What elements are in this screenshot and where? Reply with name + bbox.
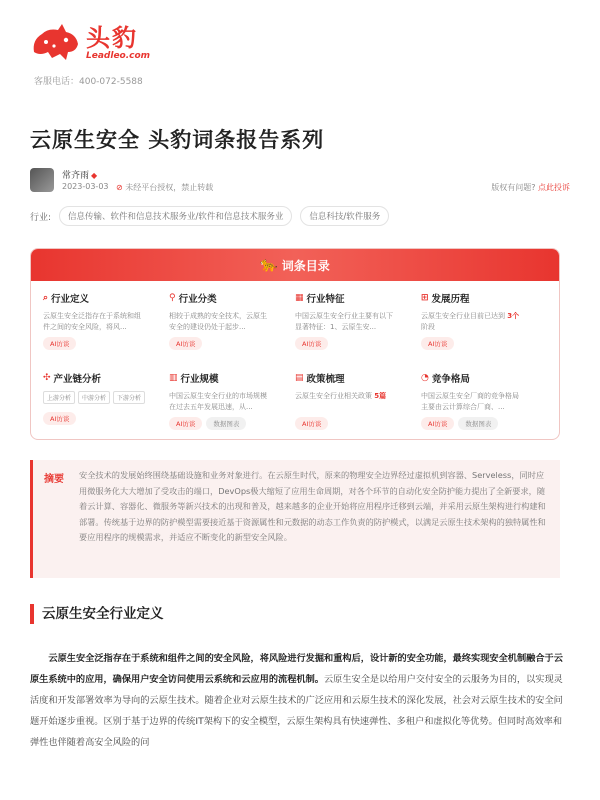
page-title: 云原生安全 头豹词条报告系列 <box>30 128 325 152</box>
industry-row <box>30 206 389 226</box>
toc-item-desc: 云原生安全泛指存在于系统和组件之间的安全风险，将风... <box>43 312 141 331</box>
publish-date: 2023-03-03 <box>62 182 109 191</box>
copyright-complaint: 版权有问题? 点此投诉 <box>491 183 570 192</box>
toc-item-policy[interactable] <box>295 371 421 440</box>
author-row <box>30 168 570 194</box>
section-body <box>30 648 570 753</box>
leopard-logo-icon <box>30 22 80 64</box>
toc-item-title: 行业分类 <box>178 294 217 305</box>
ai-interview-badge[interactable]: AI访谈 <box>421 417 454 430</box>
toc-item-title: 行业特征 <box>306 294 345 305</box>
toc-item-desc: 云原生安全行业相关政策 5篇 <box>295 392 387 400</box>
tree-icon: ⚲ <box>169 293 176 303</box>
ai-interview-badge[interactable]: AI访谈 <box>169 337 202 350</box>
toc-item-title: 产业链分析 <box>53 374 102 385</box>
logo-cn: 头豹 <box>86 24 138 52</box>
ai-interview-badge[interactable]: AI访谈 <box>421 337 454 350</box>
toc-item-scale[interactable] <box>169 371 295 440</box>
brand-logo <box>30 22 150 64</box>
midstream-tag[interactable]: 中游分析 <box>78 391 110 404</box>
toc-item-definition[interactable] <box>43 291 169 371</box>
toc-item-title: 行业定义 <box>51 294 90 305</box>
toc-item-desc: 中国云原生安全行业的市场规模在过去五年发展迅速，从... <box>169 392 267 411</box>
history-icon: ⊞ <box>421 293 429 303</box>
toc-item-title: 竞争格局 <box>431 374 470 385</box>
toc-item-desc: 相较于成熟的安全技术，云原生安全的建设仍处于起步... <box>169 312 267 331</box>
toc-item-title: 发展历程 <box>431 294 470 305</box>
verified-icon: ◆ <box>91 171 98 180</box>
toc-item-chain[interactable] <box>43 371 169 440</box>
chain-icon: ✣ <box>43 373 51 383</box>
ai-interview-badge[interactable]: AI访谈 <box>43 412 76 425</box>
avatar[interactable] <box>30 168 54 192</box>
section-title: 云原生安全行业定义 <box>30 604 164 624</box>
toc-item-competition[interactable] <box>421 371 547 440</box>
toc-item-desc: 云原生安全行业目前已达到 3个阶段 <box>421 312 520 331</box>
toc-heading: 词条目录 <box>281 258 330 273</box>
section-bold: 云原生安全泛指存在于系统和组件之间的安全风险，将风险进行发掘和重构后，设计新的安全功能，最终实现安全机制融合于云原生系统中的应用，确保用户安全访问使用云系统和云应用的流程机制。 <box>30 653 563 685</box>
logo-en: Leadleo.com <box>86 51 151 61</box>
abstract-box <box>30 460 560 578</box>
abstract-label: 摘要 <box>44 474 64 485</box>
data-chart-badge[interactable]: 数据图表 <box>206 417 246 430</box>
toc-item-history[interactable] <box>421 291 547 371</box>
abstract-text: 安全技术的发展始终围绕基础设施和业务对象进行。在云原生时代，原来的物理安全边界经过虚拟机到容器、Serveless，同时应用微服务化大大增加了受攻击的端口，DevOps极大缩短了应用生命周期，对各个环节的自动化安全防护能力提出了全新要求，随着云计算、容器化、微服务等新兴技术的出现和普及，越来越多的企业开始将应用程序迁移到云端，并采用云原生架构进行构建和部署。传统基于边界的防护模型需要接近基于资源属性和元数据的动态工作负责的防护模式，以满足云原生技术架构的独特属性和要应用程序的规模需求，并适应不断变化的新型安全风险。 <box>79 470 546 542</box>
magnify-icon: ⌕ <box>43 293 49 303</box>
toc-item-desc: 中国云原生安全行业主要有以下显著特征：1、云原生安... <box>295 312 393 331</box>
industry-tag[interactable]: 信息科技/软件服务 <box>300 206 389 226</box>
ai-interview-badge[interactable]: AI访谈 <box>295 417 328 430</box>
toc-header <box>31 249 559 281</box>
toc-item-desc: 中国云原生安全厂商的竞争格局主要由云计算综合厂商、... <box>421 392 519 411</box>
section-text: 云原生安全是以给用户交付安全的云服务为目的，以实现灵活度和开发部署效率为导向的云原生技术。随着企业对云原生技术的广泛应用和云原生技术的深化发展，社会对云原生技术的安全问题开始逐步重视。区别于基于边界的传统IT架构下的安全模型，云原生架构具有快速弹性、多租户和虚拟化等优势。但同时高效率和弹性也伴随着高安全风险的问 <box>30 674 563 748</box>
complaint-link[interactable]: 点此投诉 <box>538 183 570 192</box>
industry-tag[interactable]: 信息传输、软件和信息技术服务业/软件和信息技术服务业 <box>59 206 292 226</box>
ai-interview-badge[interactable]: AI访谈 <box>169 417 202 430</box>
toc-card <box>30 248 560 440</box>
grid-icon: ▦ <box>295 293 304 303</box>
ai-interview-badge[interactable]: AI访谈 <box>295 337 328 350</box>
pie-icon: ◔ <box>421 373 429 383</box>
ai-interview-badge[interactable]: AI访谈 <box>43 337 76 350</box>
policy-icon: ▤ <box>295 373 304 383</box>
bar-icon: ▥ <box>169 373 178 383</box>
data-chart-badge[interactable]: 数据图表 <box>458 417 498 430</box>
industry-label: 行业: <box>30 212 52 223</box>
leopard-icon: 🐆 <box>260 257 278 273</box>
toc-item-classification[interactable] <box>169 291 295 371</box>
toc-item-title: 行业规模 <box>180 374 219 385</box>
forbidden-icon: ⊘ <box>116 183 123 192</box>
service-phone: 客服电话：400-072-5588 <box>34 77 143 87</box>
author-name[interactable]: 常齐雨 ◆ <box>62 171 98 181</box>
reprint-note: ⊘ 未经平台授权，禁止转载 <box>116 183 214 192</box>
toc-item-title: 政策梳理 <box>306 374 345 385</box>
downstream-tag[interactable]: 下游分析 <box>113 391 145 404</box>
upstream-tag[interactable]: 上游分析 <box>43 391 75 404</box>
toc-item-features[interactable] <box>295 291 421 371</box>
